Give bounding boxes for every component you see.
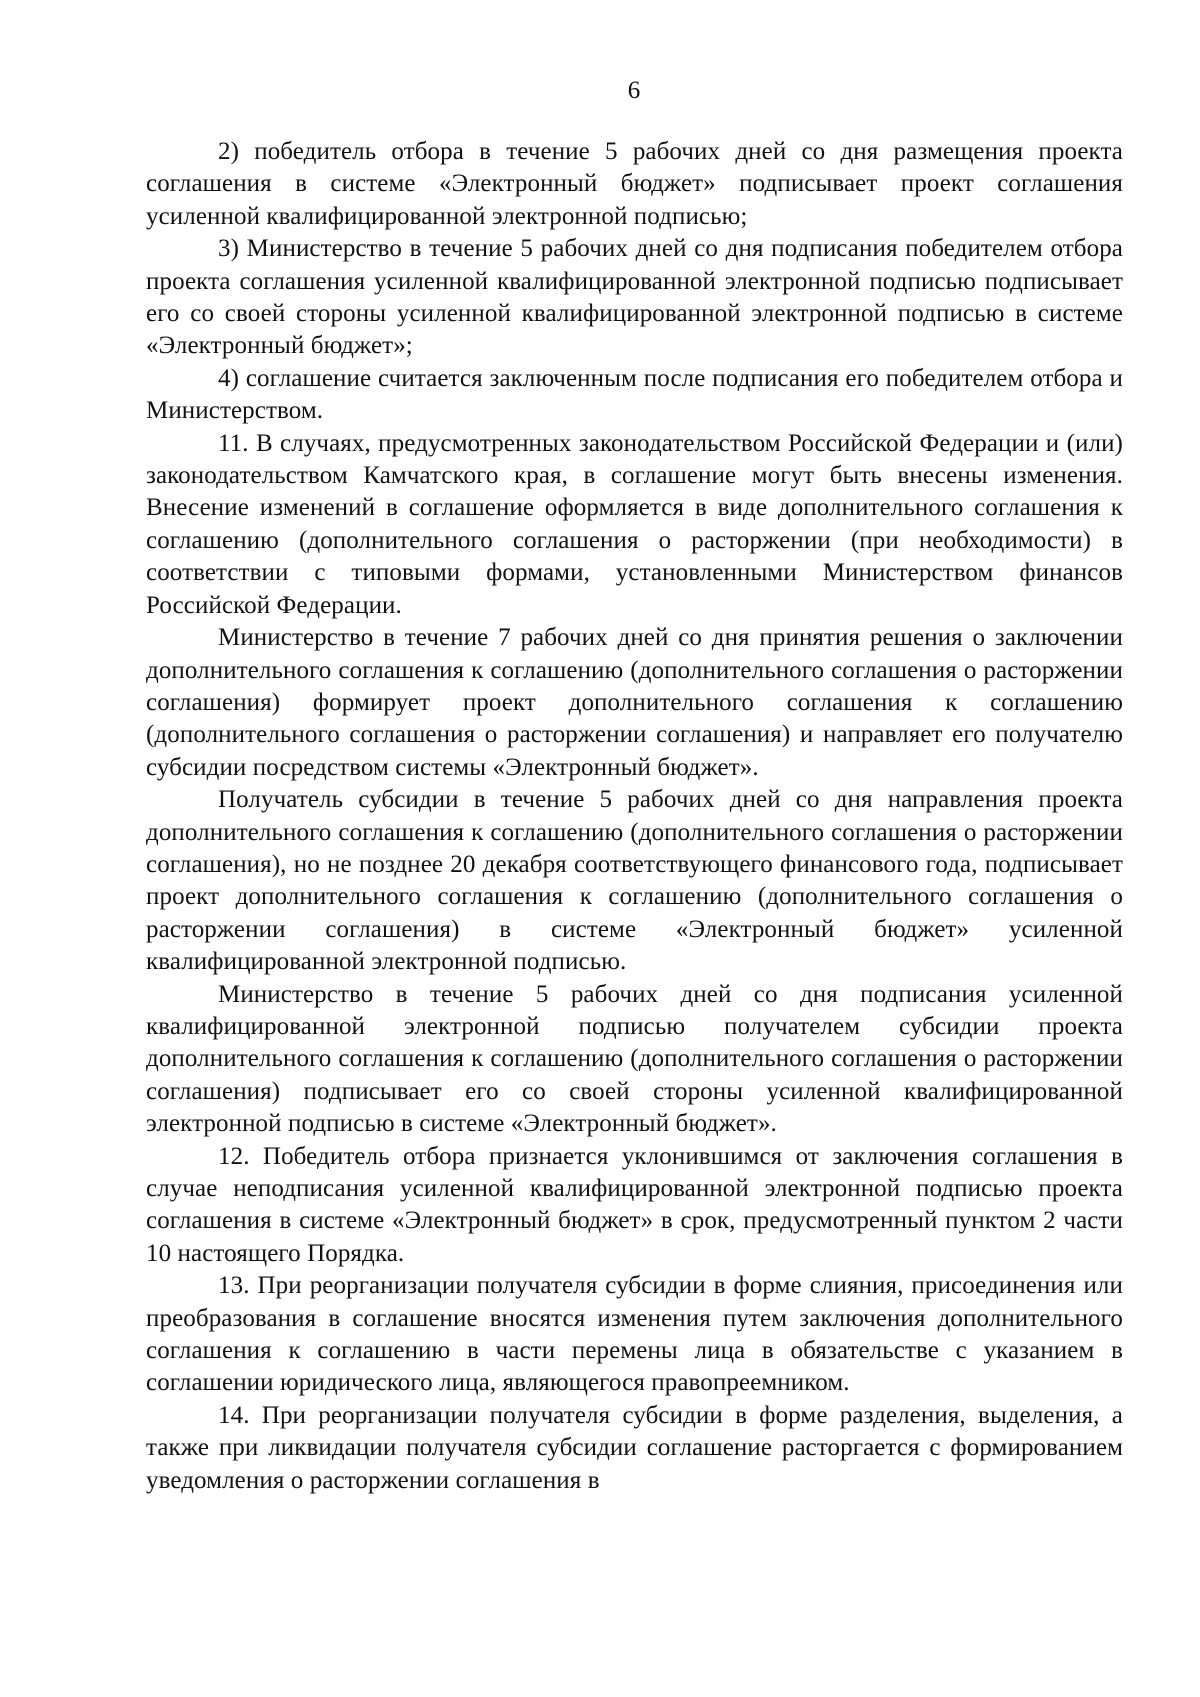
paragraph-item-2: 2) победитель отбора в течение 5 рабочих дней со дня размещения проекта соглашения в системе «Электронный бюджет» подписывает проект соглашения усиленной квалифицированной электронной подписью; (146, 138, 1123, 230)
paragraph-recipient-signs: Получатель субсидии в течение 5 рабочих дней со дня направления проекта дополнительного соглашения к соглашению (дополнительного соглашения о расторжении соглашения), но не позднее 20 декабря соответствующего финансового года, подписывает проект дополнительного соглашения к соглашению (дополнительного соглашения о расторжении соглашения) в системе «Электронный бюджет» усиленной квалифицированной электронной подписью. (146, 786, 1123, 976)
paragraph-item-3: 3) Министерство в течение 5 рабочих дней со дня подписания победителем отбора проекта соглашения усиленной квалифицированной электронной подписью подписывает его со своей стороны усиленной квалифицированной электронной подписью в системе «Электронный бюджет»; (146, 235, 1123, 360)
paragraph-ministry-signs: Министерство в течение 5 рабочих дней со дня подписания усиленной квалифицированной электронной подписью получателем субсидии проекта дополнительного соглашения к соглашению (дополнительного соглашения о расторжении соглашения) подписывает его со своей стороны усиленной квалифицированной электронной подписью в системе «Электронный бюджет». (146, 980, 1123, 1138)
paragraph-section-13: 13. При реорганизации получателя субсидии в форме слияния, присоединения или преобразования в соглашение вносятся изменения путем заключения дополнительного соглашения к соглашению в части перемены лица в обязательстве с указанием в соглашении юридического лица, являющегося правопреемником. (146, 1272, 1123, 1397)
page-number: 6 (627, 77, 641, 104)
paragraph-section-14: 14. При реорганизации получателя субсидии в форме разделения, выделения, а также при ликвидации получателя субсидии соглашение расторгается с формированием уведомления о расторжении соглашения в (146, 1401, 1123, 1494)
paragraph-ministry-draft: Министерство в течение 7 рабочих дней со дня принятия решения о заключении дополнительного соглашения к соглашению (дополнительного соглашения о расторжении соглашения) формирует проект дополнительного соглашения к соглашению (дополнительного соглашения о расторжении соглашения) и направляет его получателю субсидии посредством системы «Электронный бюджет». (146, 624, 1123, 781)
paragraph-section-11: 11. В случаях, предусмотренных законодательством Российской Федерации и (или) законодательством Камчатского края, в соглашение могут быть внесены изменения. Внесение изменений в соглашение оформляется в виде дополнительного соглашения к соглашению (дополнительного соглашения о расторжении (при необходимости) в соответствии с типовыми формами, установленными Министерством финансов Российской Федерации. (146, 429, 1123, 619)
document-body (146, 136, 1123, 1497)
paragraph-item-4: 4) соглашение считается заключенным после подписания его победителем отбора и Министерством. (146, 364, 1123, 425)
paragraph-section-12: 12. Победитель отбора признается уклонившимся от заключения соглашения в случае неподписания усиленной квалифицированной электронной подписью проекта соглашения в системе «Электронный бюджет» в срок, предусмотренный пунктом 2 части 10 настоящего Порядка. (146, 1142, 1123, 1267)
